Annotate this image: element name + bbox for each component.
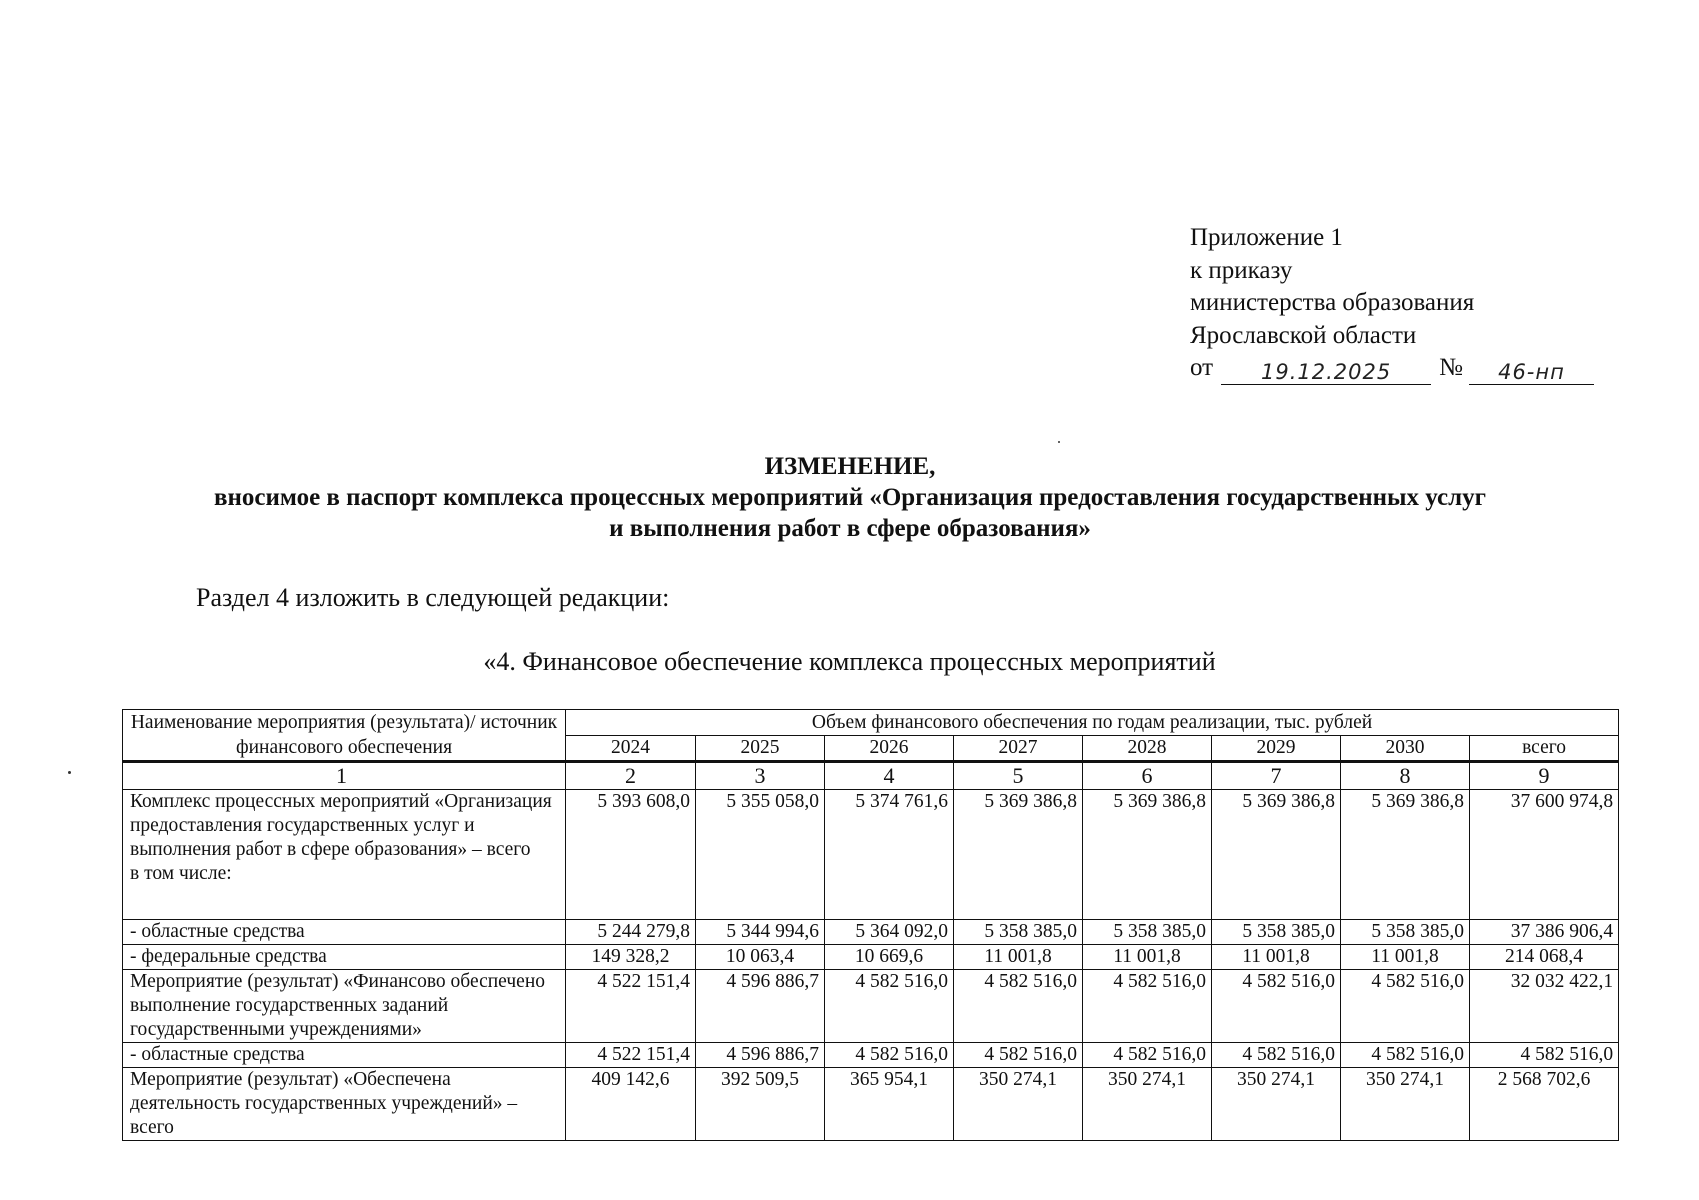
value-cell: 5 364 092,0	[825, 920, 954, 945]
row-name-cell: Мероприятие (результат) «Обеспечена деятельность государственных учреждений» – всего	[123, 1068, 566, 1141]
column-number-cell: 3	[696, 762, 825, 790]
row-name-cell: - областные средства	[123, 1043, 566, 1068]
value-cell: 4 582 516,0	[825, 1043, 954, 1068]
row-name-cell: Мероприятие (результат) «Финансово обеспечено выполнение государственных заданий государственными учреждениями»	[123, 970, 566, 1043]
value-cell: 5 355 058,0	[696, 790, 825, 920]
table-row	[123, 1068, 1619, 1141]
document-heading	[100, 451, 1600, 544]
column-number-row	[123, 762, 1619, 790]
value-cell: 4 522 151,4	[566, 970, 696, 1043]
value-cell: 5 358 385,0	[1083, 920, 1212, 945]
value-cell: 392 509,5	[696, 1068, 825, 1141]
table-row	[123, 1043, 1619, 1068]
value-cell: 4 582 516,0	[1212, 1043, 1341, 1068]
appendix-line-4: Ярославской области	[1190, 321, 1417, 349]
date-prefix: от	[1190, 354, 1214, 381]
value-cell: 5 374 761,6	[825, 790, 954, 920]
row-name-text: Комплекс процессных мероприятий «Организация предоставления государственных услуг и выполнения работ в сфере образования» – всего	[130, 791, 552, 860]
table-row	[123, 920, 1619, 945]
value-cell: 5 369 386,8	[1341, 790, 1470, 920]
value-cell: 10 669,6	[825, 945, 954, 970]
column-number-cell: 1	[123, 762, 566, 790]
value-cell: 11 001,8	[954, 945, 1083, 970]
section-title: «4. Финансовое обеспечение комплекса процессных мероприятий	[483, 647, 1216, 676]
column-number-cell: 6	[1083, 762, 1212, 790]
header-year-cell: 2026	[825, 736, 954, 762]
value-cell: 4 582 516,0	[954, 970, 1083, 1043]
value-cell: 365 954,1	[825, 1068, 954, 1141]
number-sign: №	[1439, 354, 1463, 381]
header-year-cell: 2025	[696, 736, 825, 762]
value-cell: 409 142,6	[566, 1068, 696, 1141]
order-date-number-line	[1190, 352, 1594, 385]
value-cell: 4 582 516,0	[954, 1043, 1083, 1068]
value-cell: 350 274,1	[954, 1068, 1083, 1141]
appendix-block	[1190, 222, 1594, 385]
heading-line-2: вносимое в паспорт комплекса процессных мероприятий «Организация предоставления государственных услуг	[213, 484, 1487, 511]
value-cell: 5 369 386,8	[1212, 790, 1341, 920]
handwritten-date: 19.12.2025	[1221, 360, 1431, 385]
column-number-cell: 9	[1470, 762, 1619, 790]
table-row	[123, 945, 1619, 970]
row-subtitle-text: в том числе:	[130, 863, 232, 884]
value-cell: 4 582 516,0	[825, 970, 954, 1043]
value-cell: 10 063,4	[696, 945, 825, 970]
instruction-text: Раздел 4 изложить в следующей редакции:	[196, 583, 670, 612]
appendix-line-2: к приказу	[1190, 256, 1293, 284]
heading-line-3: и выполнения работ в сфере образования»	[609, 515, 1091, 542]
header-year-cell: 2027	[954, 736, 1083, 762]
value-cell: 350 274,1	[1212, 1068, 1341, 1141]
value-cell: 5 358 385,0	[1212, 920, 1341, 945]
value-cell: 214 068,4	[1470, 945, 1619, 970]
value-cell: 5 369 386,8	[954, 790, 1083, 920]
value-cell: 4 596 886,7	[696, 1043, 825, 1068]
scan-speck	[68, 771, 71, 774]
header-volume-cell: Объем финансового обеспечения по годам реализации, тыс. рублей	[566, 710, 1619, 736]
value-cell: 11 001,8	[1341, 945, 1470, 970]
value-cell: 350 274,1	[1341, 1068, 1470, 1141]
value-cell: 2 568 702,6	[1470, 1068, 1619, 1141]
value-cell: 5 369 386,8	[1083, 790, 1212, 920]
value-cell: 4 582 516,0	[1083, 1043, 1212, 1068]
row-name-cell: - областные средства	[123, 920, 566, 945]
value-cell: 4 582 516,0	[1212, 970, 1341, 1043]
column-number-cell: 4	[825, 762, 954, 790]
header-name-cell: Наименование мероприятия (результата)/ источник финансового обеспечения	[123, 710, 566, 762]
value-cell: 4 522 151,4	[566, 1043, 696, 1068]
column-number-cell: 8	[1341, 762, 1470, 790]
row-name-cell: - федеральные средства	[123, 945, 566, 970]
value-cell: 4 582 516,0	[1083, 970, 1212, 1043]
header-year-cell: 2029	[1212, 736, 1341, 762]
table-row	[123, 970, 1619, 1043]
header-total-cell: всего	[1470, 736, 1619, 762]
financing-table	[122, 709, 1619, 1141]
table-row	[123, 790, 1619, 920]
header-year-cell: 2030	[1341, 736, 1470, 762]
value-cell: 11 001,8	[1083, 945, 1212, 970]
value-cell: 37 600 974,8	[1470, 790, 1619, 920]
header-year-cell: 2028	[1083, 736, 1212, 762]
row-name-cell	[123, 790, 566, 920]
value-cell: 5 244 279,8	[566, 920, 696, 945]
appendix-line-3: министерства образования	[1190, 289, 1475, 316]
value-cell: 4 582 516,0	[1470, 1043, 1619, 1068]
heading-title: ИЗМЕНЕНИЕ,	[764, 453, 936, 480]
value-cell: 11 001,8	[1212, 945, 1341, 970]
value-cell: 4 596 886,7	[696, 970, 825, 1043]
scan-speck	[1058, 441, 1060, 443]
value-cell: 4 582 516,0	[1341, 970, 1470, 1043]
column-number-cell: 2	[566, 762, 696, 790]
value-cell: 149 328,2	[566, 945, 696, 970]
column-number-cell: 7	[1212, 762, 1341, 790]
column-number-cell: 5	[954, 762, 1083, 790]
value-cell: 4 582 516,0	[1341, 1043, 1470, 1068]
value-cell: 32 032 422,1	[1470, 970, 1619, 1043]
value-cell: 37 386 906,4	[1470, 920, 1619, 945]
value-cell: 5 358 385,0	[1341, 920, 1470, 945]
value-cell: 350 274,1	[1083, 1068, 1212, 1141]
appendix-line-1: Приложение 1	[1190, 224, 1343, 251]
value-cell: 5 344 994,6	[696, 920, 825, 945]
table-header-row-1	[123, 710, 1619, 736]
handwritten-number: 46-нп	[1469, 360, 1594, 385]
header-year-cell: 2024	[566, 736, 696, 762]
value-cell: 5 358 385,0	[954, 920, 1083, 945]
value-cell: 5 393 608,0	[566, 790, 696, 920]
